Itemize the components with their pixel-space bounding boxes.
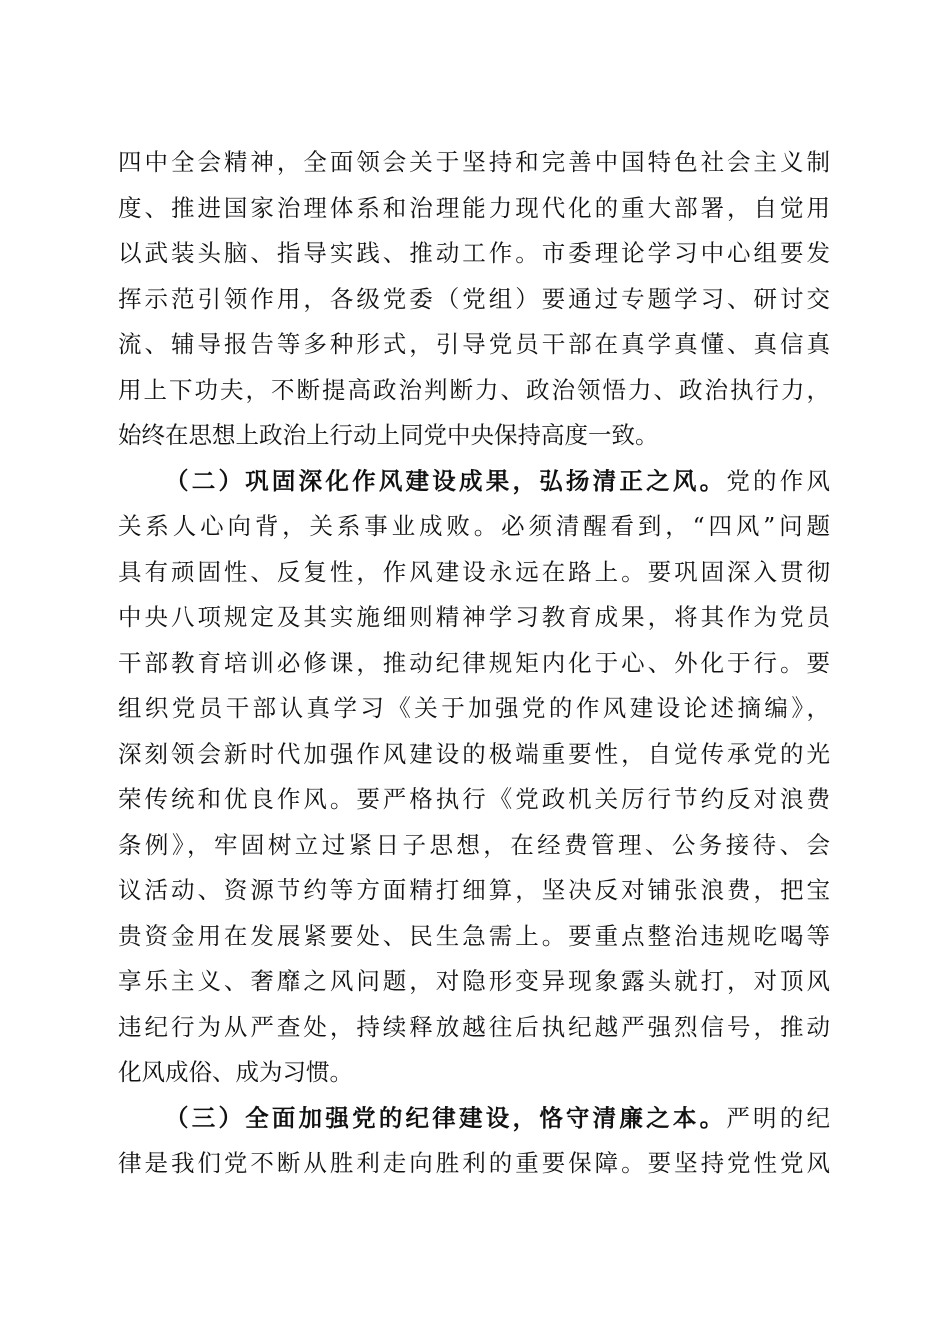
text-line: 深刻领会新时代加强作风建设的极端重要性，自觉传承党的光 <box>118 739 830 768</box>
text-line: 干部教育培训必修课，推动纪律规矩内化于心、外化于行。要 <box>118 648 830 677</box>
text-line: 贵资金用在发展紧要处、民生急需上。要重点整治违规吃喝等 <box>118 921 830 950</box>
text-line: 违纪行为从严查处，持续释放越往后执纪越严强烈信号，推动 <box>118 1012 830 1041</box>
text-line: 具有顽固性、反复性，作风建设永远在路上。要巩固深入贯彻 <box>118 557 830 586</box>
section-heading: （三）全面加强党的纪律建设，恪守清廉之本。 <box>165 1103 727 1132</box>
text-line: 挥示范引领作用，各级党委（党组）要通过专题学习、研讨交 <box>118 284 830 313</box>
section-heading: （二）巩固深化作风建设成果，弘扬清正之风。 <box>165 466 727 495</box>
text-line: 关系人心向背，关系事业成败。必须清醒看到，“四风”问题 <box>118 512 830 540</box>
heading-continuation: 党的作风 <box>726 466 831 495</box>
text-line: 中央八项规定及其实施细则精神学习教育成果，将其作为党员 <box>118 603 830 631</box>
paragraph-first-line <box>118 459 830 505</box>
text-line: 四中全会精神，全面领会关于坚持和完善中国特色社会主义制 <box>118 148 830 176</box>
text-line: 条例》，牢固树立过紧日子思想，在经费管理、公务接待、会 <box>118 830 830 859</box>
text-line: 荣传统和优良作风。要严格执行《党政机关厉行节约反对浪费 <box>118 785 830 813</box>
text-line: 始终在思想上政治上行动上同党中央保持高度一致。 <box>118 421 659 449</box>
text-line: 用上下功夫，不断提高政治判断力、政治领悟力、政治执行力， <box>118 375 830 404</box>
text-line: 流、辅导报告等多种形式，引导党员干部在真学真懂、真信真 <box>118 330 830 358</box>
text-line: 享乐主义、奢靡之风问题，对隐形变异现象露头就打，对顶风 <box>118 967 830 995</box>
body-text <box>118 140 830 1187</box>
text-line: 度、推进国家治理体系和治理能力现代化的重大部署，自觉用 <box>118 193 830 222</box>
text-line: 以武装头脑、指导实践、推动工作。市委理论学习中心组要发 <box>118 239 830 267</box>
paragraph-first-line <box>118 1096 830 1142</box>
text-line: 化风成俗、成为习惯。 <box>118 1058 353 1086</box>
text-line: 组织党员干部认真学习《关于加强党的作风建设论述摘编》， <box>118 694 830 722</box>
text-line: 律是我们党不断从胜利走向胜利的重要保障。要坚持党性党风 <box>118 1149 830 1177</box>
heading-continuation: 严明的纪 <box>726 1103 831 1132</box>
text-line: 议活动、资源节约等方面精打细算，坚决反对铺张浪费，把宝 <box>118 876 830 904</box>
